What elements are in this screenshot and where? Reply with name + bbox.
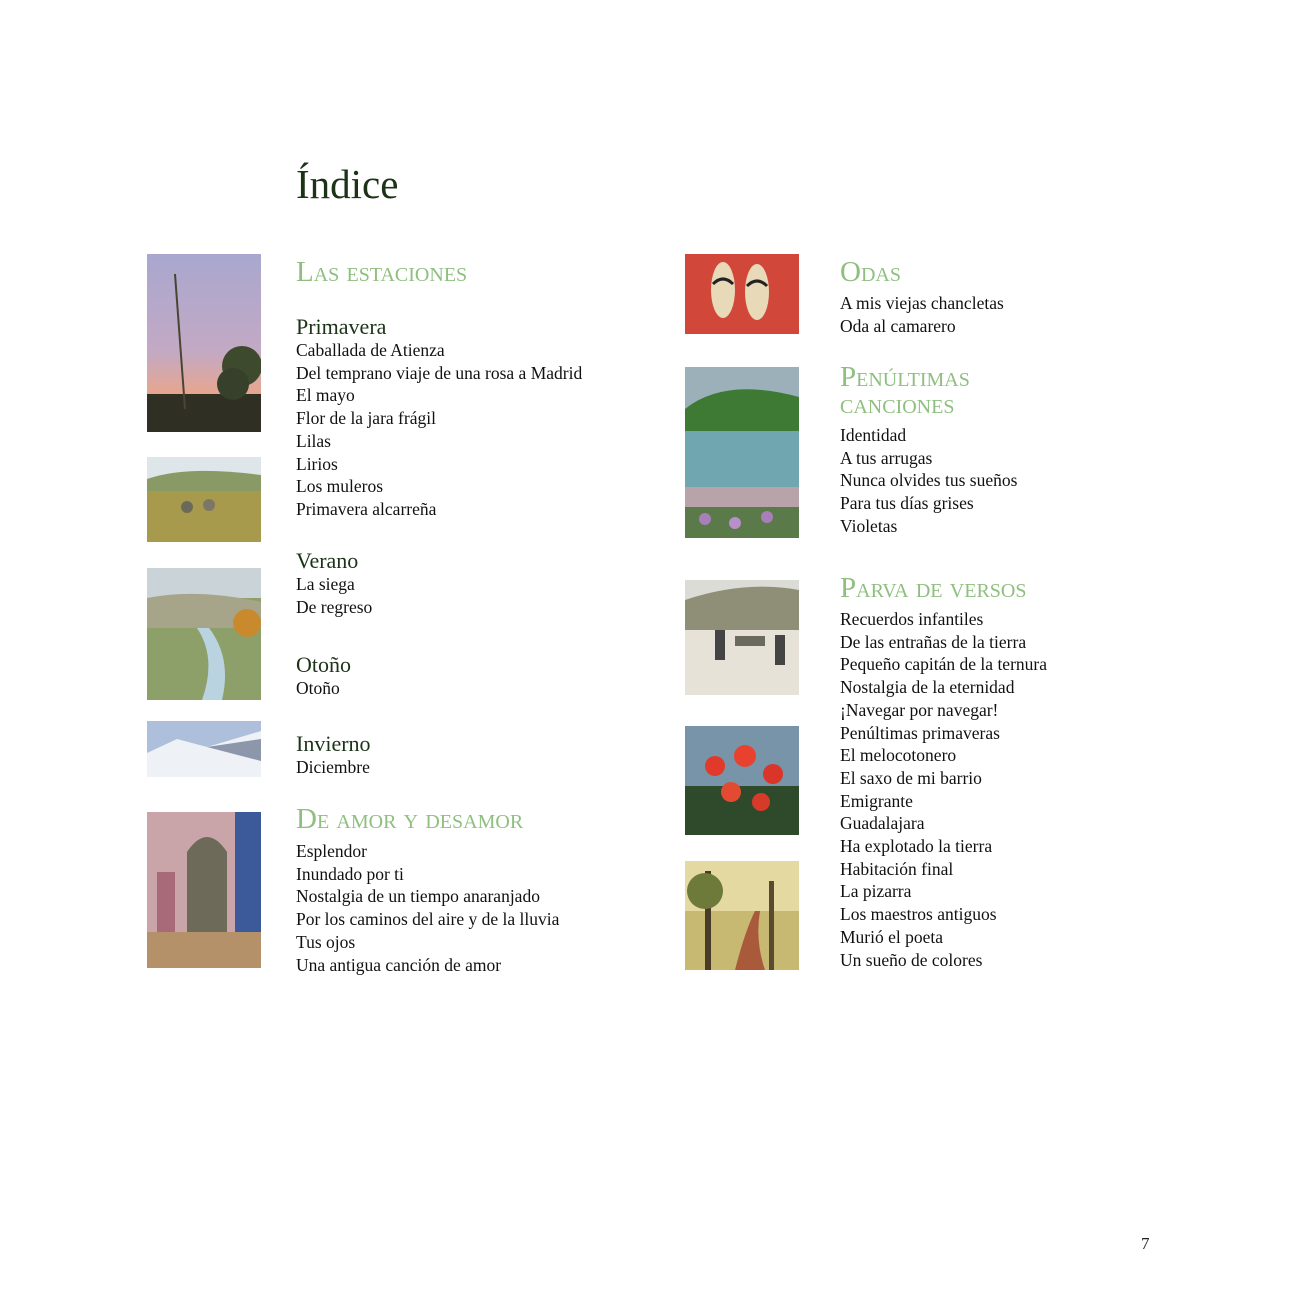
toc-entry[interactable]: Guadalajara	[840, 813, 925, 834]
toc-entry[interactable]: Nunca olvides tus sueños	[840, 470, 1018, 491]
toc-entry[interactable]: Caballada de Atienza	[296, 340, 445, 360]
toc-entry[interactable]: Otoño	[296, 678, 340, 698]
toc-entry[interactable]: Lilas	[296, 430, 331, 451]
toc-entry[interactable]: A mis viejas chancletas	[840, 293, 1004, 313]
coastal-seascape-painting	[685, 367, 799, 538]
penultimas-list	[840, 424, 1017, 538]
subsection-primavera	[296, 315, 582, 521]
toc-entry[interactable]: Por los caminos del aire y de la lluvia	[296, 909, 560, 930]
toc-entry[interactable]: La pizarra	[840, 881, 912, 902]
toc-entry[interactable]: Murió el poeta	[840, 926, 944, 947]
section-title-amor: De amor y desamor	[296, 803, 524, 835]
section-title-odas: Odas	[840, 256, 901, 288]
snowy-mountain-photo	[147, 721, 261, 777]
toc-entry[interactable]: Oda al camarero	[840, 315, 956, 336]
subsection-title-otono: Otoño	[296, 652, 351, 677]
maypole-sunset-photo	[147, 254, 261, 432]
toc-entry[interactable]: Los maestros antiguos	[840, 904, 997, 925]
subsection-otono	[296, 653, 351, 700]
field-workers-photo	[147, 457, 261, 542]
toc-entry[interactable]: Emigrante	[840, 790, 913, 811]
toc-entry[interactable]: La siega	[296, 574, 355, 594]
toc-entry[interactable]: Una antigua canción de amor	[296, 954, 502, 975]
section-las-estaciones	[296, 256, 468, 288]
toc-entry[interactable]: Pequeño capitán de la ternura	[840, 654, 1047, 675]
toc-entry[interactable]: Recuerdos infantiles	[840, 609, 984, 629]
toc-entry[interactable]: El mayo	[296, 385, 355, 406]
toc-entry[interactable]: Tus ojos	[296, 931, 356, 952]
toc-entry[interactable]: Un sueño de colores	[840, 949, 983, 970]
toc-entry[interactable]: ¡Navegar por navegar!	[840, 699, 999, 720]
moorish-gate-painting	[147, 812, 261, 968]
section-parva-de-versos	[840, 572, 1047, 971]
section-title-estaciones: Las estaciones	[296, 256, 468, 288]
subsection-title-invierno: Invierno	[296, 731, 371, 756]
toc-entry[interactable]: Primavera alcarreña	[296, 498, 437, 519]
section-penultimas-canciones	[840, 361, 1018, 538]
toc-entry[interactable]: El melocotonero	[840, 745, 957, 766]
subsection-invierno	[296, 732, 371, 779]
section-title-penultimas	[840, 361, 1017, 420]
toc-entry[interactable]: Esplendor	[296, 841, 367, 861]
amor-list	[296, 840, 559, 976]
odas-list	[840, 292, 1004, 337]
toc-entry[interactable]: A tus arrugas	[840, 447, 933, 468]
subsection-verano	[296, 549, 372, 618]
toc-entry[interactable]: Lirios	[296, 453, 338, 474]
toc-entry[interactable]: Nostalgia de la eternidad	[840, 677, 1015, 698]
subsection-title-primavera: Primavera	[296, 314, 387, 339]
toc-entry[interactable]: El saxo de mi barrio	[840, 767, 982, 788]
toc-entry[interactable]: Identidad	[840, 425, 907, 445]
section-odas	[840, 256, 1004, 337]
toc-entry[interactable]: Nostalgia de un tiempo anaranjado	[296, 886, 540, 907]
stream-landscape-painting	[147, 568, 261, 700]
verano-list	[296, 573, 372, 618]
red-roses-painting	[685, 726, 799, 835]
otono-list	[296, 677, 351, 700]
page-number: 7	[1141, 1234, 1150, 1253]
primavera-list	[296, 339, 582, 521]
invierno-list	[296, 756, 371, 779]
subsection-title-verano: Verano	[296, 548, 359, 573]
parva-list	[840, 608, 1047, 971]
toc-entry[interactable]: De las entrañas de la tierra	[840, 631, 1027, 652]
toc-entry[interactable]: Para tus días grises	[840, 493, 974, 514]
threshing-field-photo	[685, 580, 799, 695]
toc-entry[interactable]: Del temprano viaje de una rosa a Madrid	[296, 362, 583, 383]
forest-path-painting	[685, 861, 799, 970]
section-title-penultimas-line1: Penúltimas	[840, 361, 970, 393]
toc-entry[interactable]: De regreso	[296, 596, 373, 617]
toc-entry[interactable]: Inundado por ti	[296, 863, 404, 884]
page-title: Índice	[296, 161, 399, 207]
toc-entry[interactable]: Penúltimas primaveras	[840, 722, 1000, 743]
section-title-parva: Parva de versos	[840, 572, 1027, 604]
toc-entry[interactable]: Habitación final	[840, 858, 954, 879]
slippers-painting	[685, 254, 799, 334]
section-de-amor-y-desamor	[296, 803, 560, 976]
section-title-penultimas-line2: canciones	[840, 388, 955, 420]
toc-entry[interactable]: Flor de la jara frágil	[296, 408, 436, 429]
toc-entry[interactable]: Ha explotado la tierra	[840, 836, 993, 857]
toc-entry[interactable]: Diciembre	[296, 757, 370, 777]
toc-entry[interactable]: Los muleros	[296, 476, 384, 497]
toc-entry[interactable]: Violetas	[840, 515, 898, 536]
